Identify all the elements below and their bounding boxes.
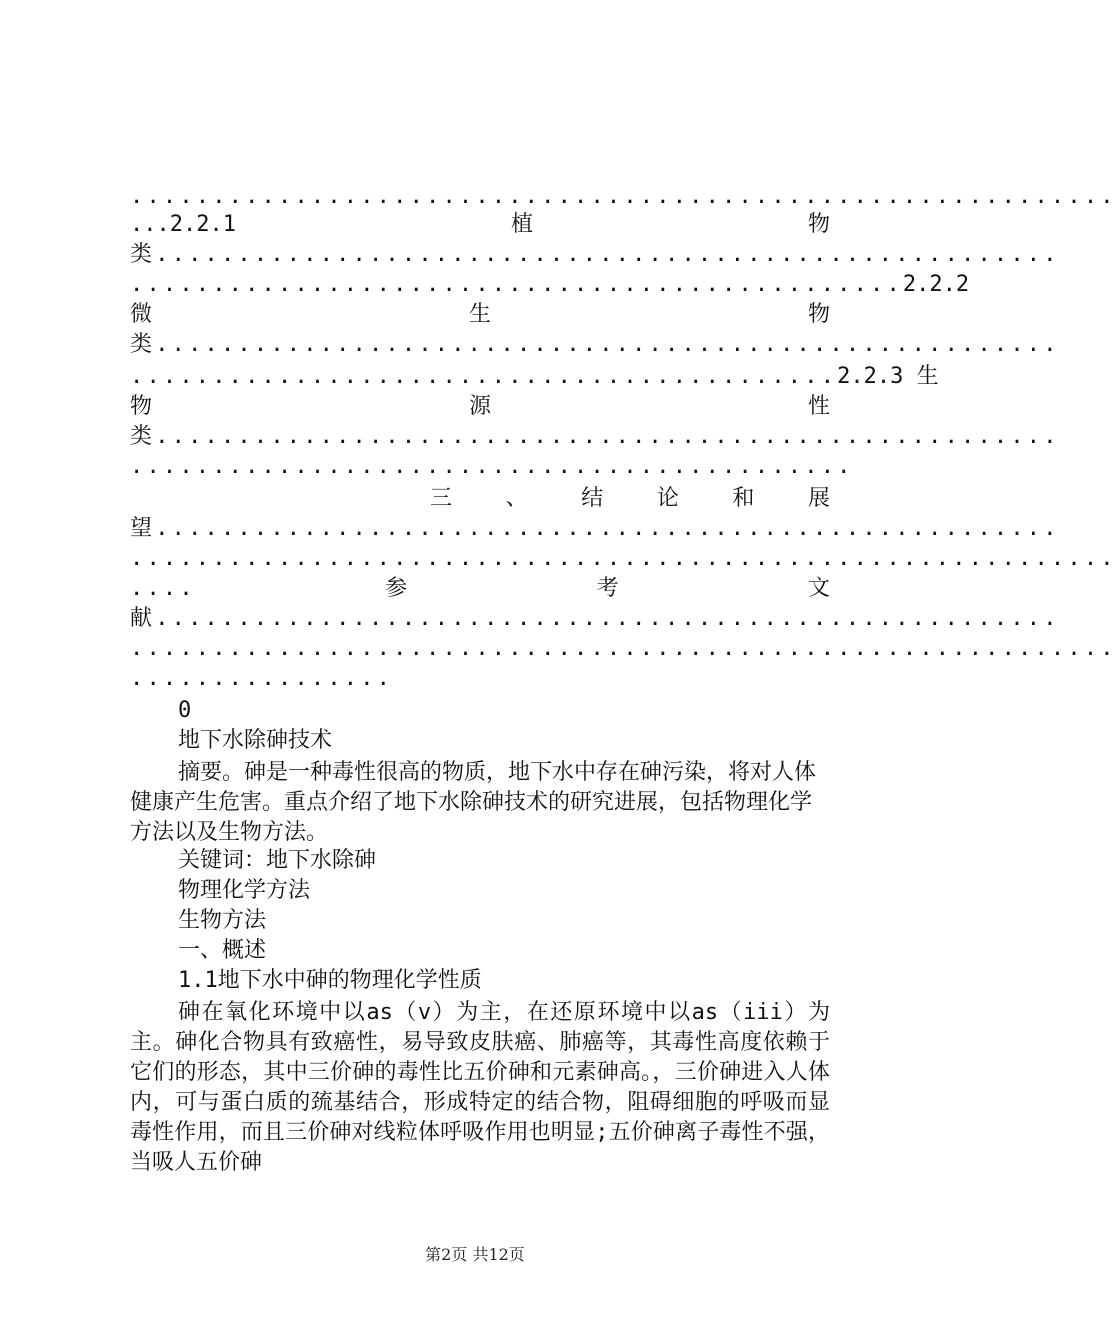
toc-dots-line: ............................................................ bbox=[130, 184, 1117, 209]
toc-dots-line: ............................................................ bbox=[130, 546, 1117, 571]
toc-char: 三 bbox=[430, 486, 453, 511]
page-number-zero: 0 bbox=[178, 698, 192, 723]
doc-title: 地下水除砷技术 bbox=[178, 728, 333, 753]
keywords-line: 关键词：地下水除砷 bbox=[178, 848, 377, 873]
keyword-item: 物理化学方法 bbox=[178, 878, 311, 903]
toc-entry-2-2-1 bbox=[130, 210, 830, 240]
toc-char: 生 bbox=[468, 302, 491, 327]
toc-dots-line: 类....................................................... bbox=[130, 242, 1060, 267]
toc-char: 文 bbox=[807, 576, 830, 601]
toc-number: 2.2.2 bbox=[902, 272, 970, 297]
toc-char: 性 bbox=[807, 394, 830, 419]
toc-dots-line: ............................................................ bbox=[130, 636, 1117, 661]
toc-char: 论 bbox=[656, 486, 679, 511]
toc-dots-line: ................ bbox=[130, 666, 394, 691]
keyword-item: 生物方法 bbox=[178, 908, 267, 933]
toc-entry-2-2-2 bbox=[130, 270, 970, 300]
toc-char: 物 bbox=[807, 302, 830, 327]
toc-dots-line: 类....................................................... bbox=[130, 332, 1060, 357]
toc-dots: ........................................... bbox=[130, 364, 838, 389]
toc-char: 展 bbox=[807, 486, 830, 511]
toc-char: 源 bbox=[468, 394, 491, 419]
toc-char: 植 bbox=[510, 212, 533, 237]
toc-dots: ............................................... bbox=[130, 272, 903, 297]
toc-char: 物 bbox=[807, 212, 830, 237]
toc-char: 、 bbox=[505, 486, 528, 511]
toc-char: 参 bbox=[385, 576, 408, 601]
toc-char: 生 bbox=[916, 364, 939, 389]
toc-number: 2.2.3 bbox=[837, 364, 904, 389]
toc-entry-title bbox=[130, 392, 830, 422]
toc-dots-line: 类....................................................... bbox=[130, 424, 1060, 449]
toc-entry-section3 bbox=[430, 484, 830, 514]
page-footer: 第2页 共12页 bbox=[425, 1245, 525, 1264]
toc-char: 和 bbox=[732, 486, 755, 511]
toc-entry-references bbox=[130, 574, 830, 604]
abstract-paragraph: 摘要。砷是一种毒性很高的物质，地下水中存在砷污染，将对人体健康产生危害。重点介绍了地下水除砷技术的研究进展，包括物理化学方法以及生物方法。 bbox=[130, 760, 817, 845]
toc-dots-line: ............................................ bbox=[130, 454, 854, 479]
toc-char: 物 bbox=[130, 394, 153, 419]
toc-dots-line: 望....................................................... bbox=[130, 516, 1060, 541]
toc-dots-line: 献....................................................... bbox=[130, 606, 1060, 631]
toc-char: 考 bbox=[596, 576, 619, 601]
toc-dots: .... bbox=[130, 576, 196, 601]
section-heading: 一、概述 bbox=[178, 938, 267, 963]
toc-char: 微 bbox=[130, 302, 153, 327]
toc-entry-2-2-3 bbox=[130, 362, 939, 392]
toc-number: ...2.2.1 bbox=[130, 212, 236, 237]
toc-entry-title bbox=[130, 300, 830, 330]
toc-char: 结 bbox=[581, 486, 604, 511]
body-paragraph: 砷在氧化环境中以as（v）为主，在还原环境中以as（iii）为主。砷化合物具有致癌性，易导致皮肤癌、肺癌等，其毒性高度依赖于它们的形态，其中三价砷的毒性比五价砷和元素砷高。，三价砷进入人体内，可与蛋白质的巯基结合，形成特定的结合物，阻碍细胞的呼吸而显毒性作用，而且三价砷对线粒体呼吸作用也明显;五价砷离子毒性不强，当吸人五价砷 bbox=[130, 1000, 830, 1175]
subsection-heading: 1.1地下水中砷的物理化学性质 bbox=[178, 968, 482, 993]
